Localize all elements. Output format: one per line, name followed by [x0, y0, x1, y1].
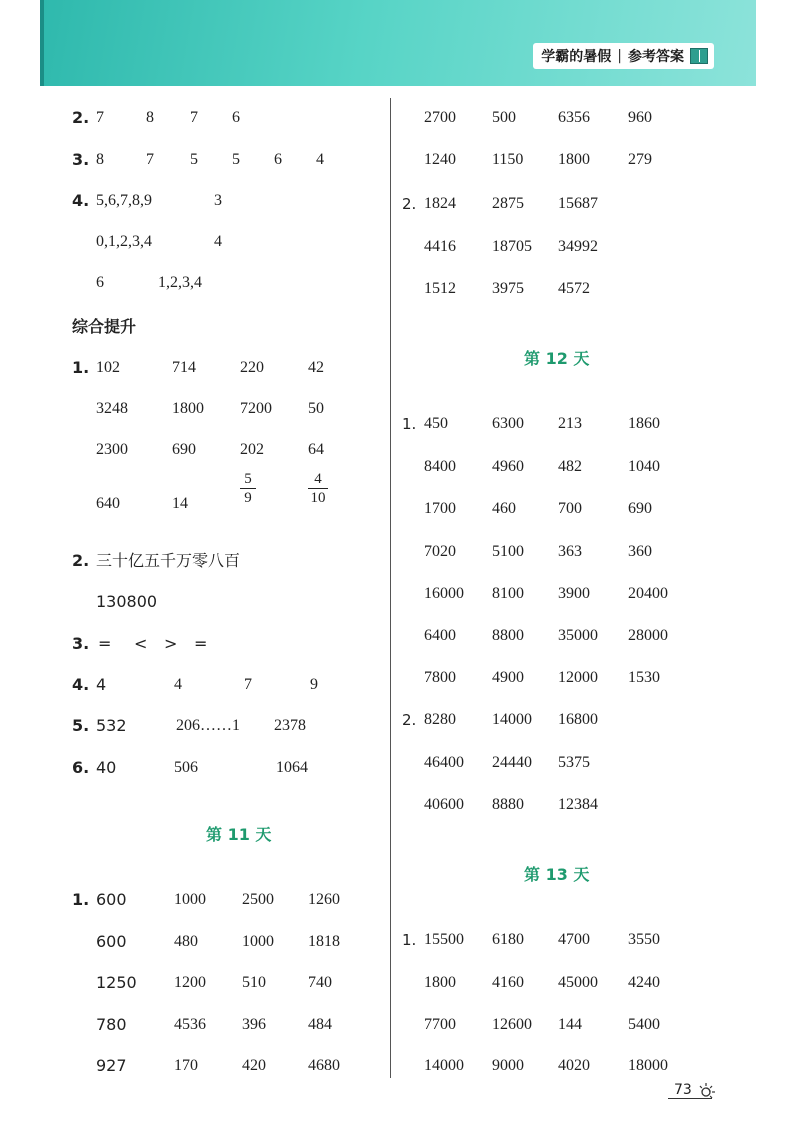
- answer-cell: 3248: [96, 400, 128, 417]
- answer-cell: 5: [190, 151, 198, 168]
- answer-row: [402, 928, 722, 952]
- column-divider: [390, 98, 391, 1078]
- answer-row: [72, 230, 382, 254]
- answer-row: [402, 412, 722, 436]
- answer-row: [72, 549, 382, 573]
- answer-cell: 5100: [492, 543, 524, 560]
- answer-cell: 18000: [628, 1057, 668, 1074]
- answer-cell: 600: [96, 890, 127, 909]
- answer-cell: 15687: [558, 195, 598, 212]
- answer-row: [72, 356, 382, 380]
- answer-cell: 927: [96, 1056, 127, 1075]
- answer-cell: 420: [242, 1057, 266, 1074]
- answer-cell: 1260: [308, 891, 340, 908]
- answer-cell: 7: [244, 676, 252, 693]
- answer-row: [72, 1054, 382, 1078]
- answer-cell: 1824: [424, 195, 456, 212]
- answer-cell: 8: [96, 151, 104, 168]
- answer-cell: 690: [628, 500, 652, 517]
- answer-cell: 600: [96, 932, 127, 951]
- answer-cell: 7: [96, 109, 104, 126]
- answer-cell: 15500: [424, 931, 464, 948]
- answer-cell: 45000: [558, 974, 598, 991]
- answer-cell: 6300: [492, 415, 524, 432]
- answer-cell: 1150: [492, 151, 524, 168]
- question-number: 2.: [402, 195, 417, 213]
- answer-row: [402, 708, 722, 732]
- question-number: 1.: [402, 415, 417, 433]
- answer-cell: 16000: [424, 585, 464, 602]
- answer-cell: 8400: [424, 458, 456, 475]
- answer-cell: 700: [558, 500, 582, 517]
- answer-cell: 960: [628, 109, 652, 126]
- answer-cell: 64: [308, 441, 324, 458]
- question-number: 5.: [72, 716, 90, 735]
- answer-cell: 5375: [558, 754, 590, 771]
- answer-cell: 1040: [628, 458, 660, 475]
- answer-row: [72, 106, 382, 130]
- answer-cell: 1800: [424, 974, 456, 991]
- question-number: 4.: [72, 675, 90, 694]
- answer-cell: 5: [232, 151, 240, 168]
- answer-cell: 4960: [492, 458, 524, 475]
- answer-cell: 780: [96, 1015, 127, 1034]
- answer-cell: 三十亿五千万零八百: [96, 551, 241, 570]
- answer-cell: 6: [232, 109, 240, 126]
- answer-cell: 12600: [492, 1016, 532, 1033]
- answer-cell: 9000: [492, 1057, 524, 1074]
- answer-row: [402, 582, 722, 606]
- answer-row: [72, 673, 382, 697]
- answer-cell: 8100: [492, 585, 524, 602]
- answer-cell: 396: [242, 1016, 266, 1033]
- answer-cell: 4240: [628, 974, 660, 991]
- answer-row: [72, 756, 382, 780]
- answer-cell: 1,2,3,4: [158, 274, 202, 291]
- answer-cell: 740: [308, 974, 332, 991]
- book-icon: [690, 48, 708, 64]
- answer-cell: 24440: [492, 754, 532, 771]
- answer-cell: =: [98, 634, 112, 653]
- question-number: 6.: [72, 758, 90, 777]
- fraction-denominator: 10: [310, 490, 326, 506]
- answer-row: [402, 624, 722, 648]
- answer-cell: 28000: [628, 627, 668, 644]
- answer-cell: 40600: [424, 796, 464, 813]
- answer-cell: 6: [96, 274, 104, 291]
- answer-cell: 144: [558, 1016, 582, 1033]
- answer-cell: 3975: [492, 280, 524, 297]
- answer-cell: 8800: [492, 627, 524, 644]
- answer-cell: 220: [240, 359, 264, 376]
- answer-cell: 14000: [492, 711, 532, 728]
- answer-row: [402, 192, 722, 216]
- answer-cell: 42: [308, 359, 324, 376]
- answer-cell: 510: [242, 974, 266, 991]
- answer-cell: 8880: [492, 796, 524, 813]
- answer-row: [402, 751, 722, 775]
- answer-cell: 484: [308, 1016, 332, 1033]
- answer-cell: 7200: [240, 400, 272, 417]
- answer-cell: 14: [172, 495, 188, 512]
- answer-row: [72, 590, 382, 614]
- answer-cell: 40: [96, 758, 117, 777]
- answer-cell: 1240: [424, 151, 456, 168]
- book-title: 学霸的暑假: [541, 49, 612, 65]
- answer-cell: 8: [146, 109, 154, 126]
- answer-cell: 1860: [628, 415, 660, 432]
- answer-cell: 7700: [424, 1016, 456, 1033]
- question-number: 4.: [72, 191, 90, 210]
- answer-cell: =: [194, 634, 208, 653]
- answer-row: [402, 235, 722, 259]
- answer-cell: 46400: [424, 754, 464, 771]
- answer-row: [402, 666, 722, 690]
- fraction-numerator: 4: [314, 471, 322, 487]
- answer-row: [72, 632, 382, 656]
- answer-cell: 1000: [242, 933, 274, 950]
- answer-cell: 4416: [424, 238, 456, 255]
- answer-row: [72, 930, 382, 954]
- answer-cell: 4: [96, 675, 107, 694]
- answer-cell: 482: [558, 458, 582, 475]
- answer-row: [402, 971, 722, 995]
- answer-row: [72, 148, 382, 172]
- answer-row: [72, 714, 382, 738]
- answer-cell: 4: [214, 233, 222, 250]
- answer-row: [402, 455, 722, 479]
- answer-row: [72, 189, 382, 213]
- answer-cell: 1818: [308, 933, 340, 950]
- answer-cell: 3: [214, 192, 222, 209]
- answer-cell: 1250: [96, 973, 137, 992]
- answer-cell: 4160: [492, 974, 524, 991]
- day-heading: 第 13 天: [524, 865, 590, 884]
- answer-cell: 6: [274, 151, 282, 168]
- answer-cell: 206……1: [176, 717, 240, 734]
- answer-cell: 12384: [558, 796, 598, 813]
- answer-cell: 500: [492, 109, 516, 126]
- fraction-numerator: 5: [244, 471, 252, 487]
- answer-cell: 5400: [628, 1016, 660, 1033]
- answer-row: [72, 1013, 382, 1037]
- answer-cell: 4680: [308, 1057, 340, 1074]
- answer-row: [72, 888, 382, 912]
- answer-cell: 7020: [424, 543, 456, 560]
- fraction: [308, 470, 328, 507]
- fraction-denominator: 9: [244, 490, 252, 506]
- answer-cell: 4900: [492, 669, 524, 686]
- answer-cell: 6356: [558, 109, 590, 126]
- answer-cell: 1200: [174, 974, 206, 991]
- answer-cell: 4: [174, 676, 182, 693]
- day-heading: 第 11 天: [206, 825, 272, 844]
- answer-cell: 1700: [424, 500, 456, 517]
- answer-cell: 532: [96, 716, 127, 735]
- answer-cell: 6400: [424, 627, 456, 644]
- section-title: 综合提升: [72, 317, 137, 336]
- title-separator: |: [617, 48, 622, 64]
- answer-cell: 9: [310, 676, 318, 693]
- section-subtitle: 参考答案: [628, 49, 684, 65]
- answer-cell: 480: [174, 933, 198, 950]
- answer-cell: 460: [492, 500, 516, 517]
- answer-row: [402, 497, 722, 521]
- answer-cell: 202: [240, 441, 264, 458]
- answer-row: [402, 540, 722, 564]
- question-number: 1.: [72, 890, 90, 909]
- answer-cell: 279: [628, 151, 652, 168]
- answer-cell: 1064: [276, 759, 308, 776]
- question-number: 2.: [402, 711, 417, 729]
- answer-cell: 6180: [492, 931, 524, 948]
- answer-cell: 3900: [558, 585, 590, 602]
- question-number: 3.: [72, 634, 90, 653]
- answer-cell: 360: [628, 543, 652, 560]
- header-badge: [533, 43, 714, 69]
- answer-cell: 8280: [424, 711, 456, 728]
- answer-row: [402, 148, 722, 172]
- answer-cell: 363: [558, 543, 582, 560]
- answer-cell: <: [134, 634, 148, 653]
- answer-cell: 5,6,7,8,9: [96, 192, 152, 209]
- answer-cell: 4536: [174, 1016, 206, 1033]
- answer-cell: 18705: [492, 238, 532, 255]
- answer-cell: 3550: [628, 931, 660, 948]
- answer-cell: 20400: [628, 585, 668, 602]
- answer-cell: 640: [96, 495, 120, 512]
- answer-cell: 50: [308, 400, 324, 417]
- answer-cell: 2700: [424, 109, 456, 126]
- answer-cell: 102: [96, 359, 120, 376]
- answer-cell: 1800: [172, 400, 204, 417]
- answer-cell: 2300: [96, 441, 128, 458]
- answer-cell: 34992: [558, 238, 598, 255]
- answer-cell: 2500: [242, 891, 274, 908]
- answer-cell: 4: [316, 151, 324, 168]
- answer-cell: 1000: [174, 891, 206, 908]
- answer-cell: 14000: [424, 1057, 464, 1074]
- answer-cell: 506: [174, 759, 198, 776]
- answer-cell: 4572: [558, 280, 590, 297]
- day-heading: 第 12 天: [524, 349, 590, 368]
- answer-cell: 4020: [558, 1057, 590, 1074]
- answer-row: [402, 1054, 722, 1078]
- answer-cell: 1800: [558, 151, 590, 168]
- answer-cell: 12000: [558, 669, 598, 686]
- question-number: 3.: [72, 150, 90, 169]
- question-number: 2.: [72, 551, 90, 570]
- answer-cell: 213: [558, 415, 582, 432]
- answer-cell: 2378: [274, 717, 306, 734]
- answer-cell: 1530: [628, 669, 660, 686]
- answer-row: [72, 438, 382, 462]
- answer-cell: 170: [174, 1057, 198, 1074]
- question-number: 1.: [402, 931, 417, 949]
- question-number: 2.: [72, 108, 90, 127]
- answer-row: [72, 971, 382, 995]
- sun-icon: [696, 1080, 720, 1102]
- answer-cell: 714: [172, 359, 196, 376]
- answer-row: [402, 277, 722, 301]
- answer-cell: 7800: [424, 669, 456, 686]
- answer-cell: 0,1,2,3,4: [96, 233, 152, 250]
- page-number: 73: [668, 1082, 712, 1099]
- answer-cell: 450: [424, 415, 448, 432]
- answer-cell: 7: [190, 109, 198, 126]
- answer-row: [402, 1013, 722, 1037]
- answer-row: [72, 271, 382, 295]
- answer-cell: 1512: [424, 280, 456, 297]
- answer-row: [72, 471, 382, 516]
- answer-cell: >: [164, 634, 178, 653]
- fraction: [240, 470, 256, 507]
- answer-cell: 35000: [558, 627, 598, 644]
- answer-row: [72, 397, 382, 421]
- answer-cell: 4700: [558, 931, 590, 948]
- answer-cell: 7: [146, 151, 154, 168]
- answer-cell: 690: [172, 441, 196, 458]
- question-number: 1.: [72, 358, 90, 377]
- answer-row: [402, 106, 722, 130]
- answer-cell: 16800: [558, 711, 598, 728]
- answer-row: [402, 793, 722, 817]
- answer-cell: 2875: [492, 195, 524, 212]
- answer-cell: 130800: [96, 592, 158, 611]
